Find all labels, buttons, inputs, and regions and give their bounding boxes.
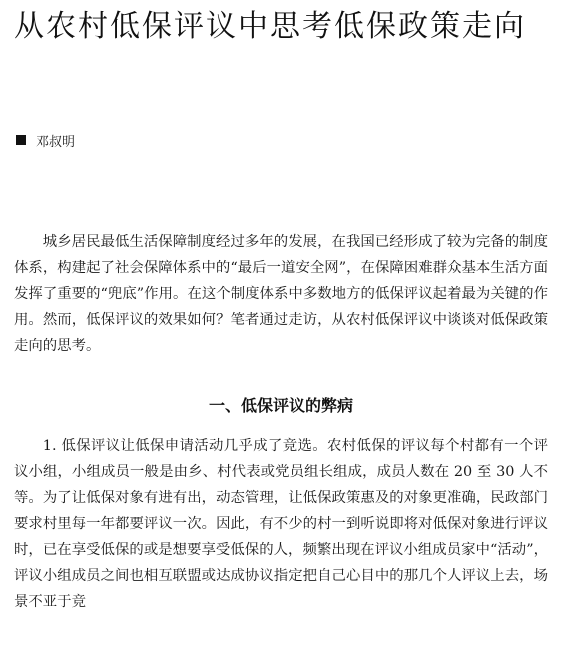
- section-paragraph: 1. 低保评议让低保申请活动几乎成了竞选。农村低保的评议每个村都有一个评议小组，小组成员一般是由乡、村代表或党员组长组成，成员人数在 20 至 30 人不等。为了让低保对象有进有出，动态管理，让低保政策惠及的对象更准确，民政部门要求村里每一年都要评议一次。因此，有不少的村一到听说即将对低保对象进行评议时，已在享受低保的或是想要享受低保的人，频繁出现在评议小组成员家中“活动”，评议小组成员之间也相互联盟或达成协议指定把自己心目中的那几个人评议上去，场景不亚于竞: [14, 438, 548, 610]
- intro-paragraph: 城乡居民最低生活保障制度经过多年的发展，在我国已经形成了较为完备的制度体系，构建起了社会保障体系中的“最后一道安全网”，在保障困难群众基本生活方面发挥了重要的“兜底”作用。在这个制度体系中多数地方的低保评议起着最为关键的作用。然而，低保评议的效果如何？笔者通过走访，从农村低保评议中谈谈对低保政策走向的思考。: [14, 234, 548, 354]
- black-square-icon: [16, 135, 26, 145]
- article-title: 从农村低保评议中思考低保政策走向: [14, 9, 526, 44]
- author-name: 邓叔明: [36, 134, 76, 150]
- author-line: [16, 131, 75, 149]
- section-heading: 一、低保评议的弊病: [208, 396, 353, 415]
